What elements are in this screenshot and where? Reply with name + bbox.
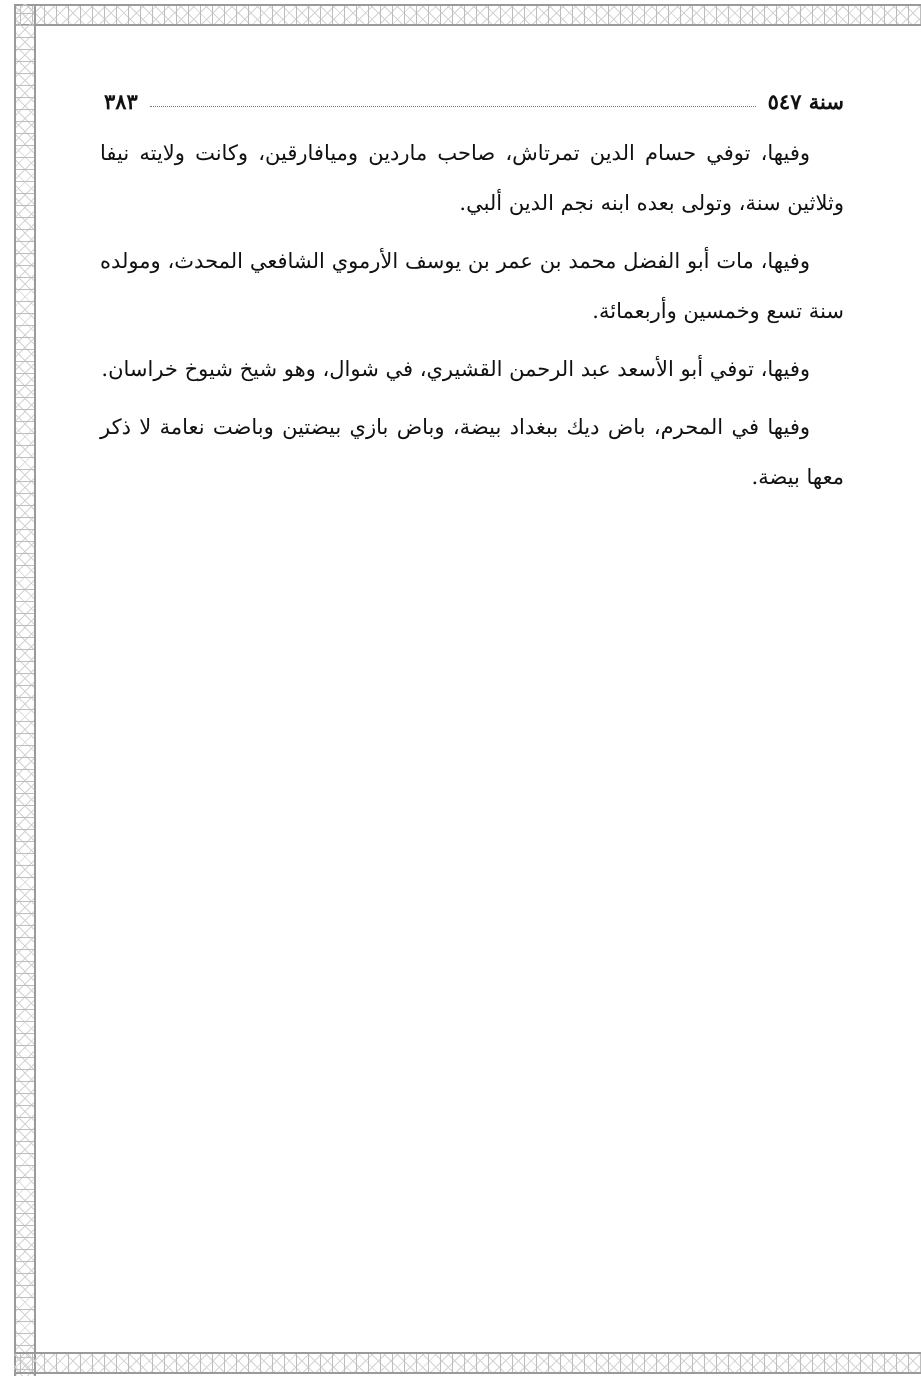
header-year: سنة ٥٤٧ — [767, 89, 844, 114]
paragraph: وفيها، توفي أبو الأسعد عبد الرحمن القشيري، في شوال، وهو شيخ شيوخ خراسان. — [101, 357, 810, 381]
paragraph: وفيها، مات أبو الفضل محمد بن عمر بن يوسف الأرموي الشافعي المحدث، ومولده سنة تسع وخمسين وأربعمائة. — [100, 249, 844, 323]
header-dotted-leader — [150, 106, 756, 107]
page-number: ٣٨٣ — [104, 89, 138, 114]
paragraph: وفيها، توفي حسام الدين تمرتاش، صاحب ماردين وميافارقين، وكانت ولايته نيفا وثلاثين سنة، وتولى بعده ابنه نجم الدين ألبي. — [100, 141, 844, 215]
ornamental-border-bottom — [14, 1352, 921, 1374]
running-header — [104, 84, 844, 114]
page-body — [100, 128, 844, 510]
paragraph: وفيها في المحرم، باض ديك ببغداد بيضة، وباض بازي بيضتين وباضت نعامة لا ذكر معها بيضة. — [100, 415, 844, 489]
ornamental-border-left — [14, 4, 36, 1376]
ornamental-border-top — [14, 4, 921, 26]
